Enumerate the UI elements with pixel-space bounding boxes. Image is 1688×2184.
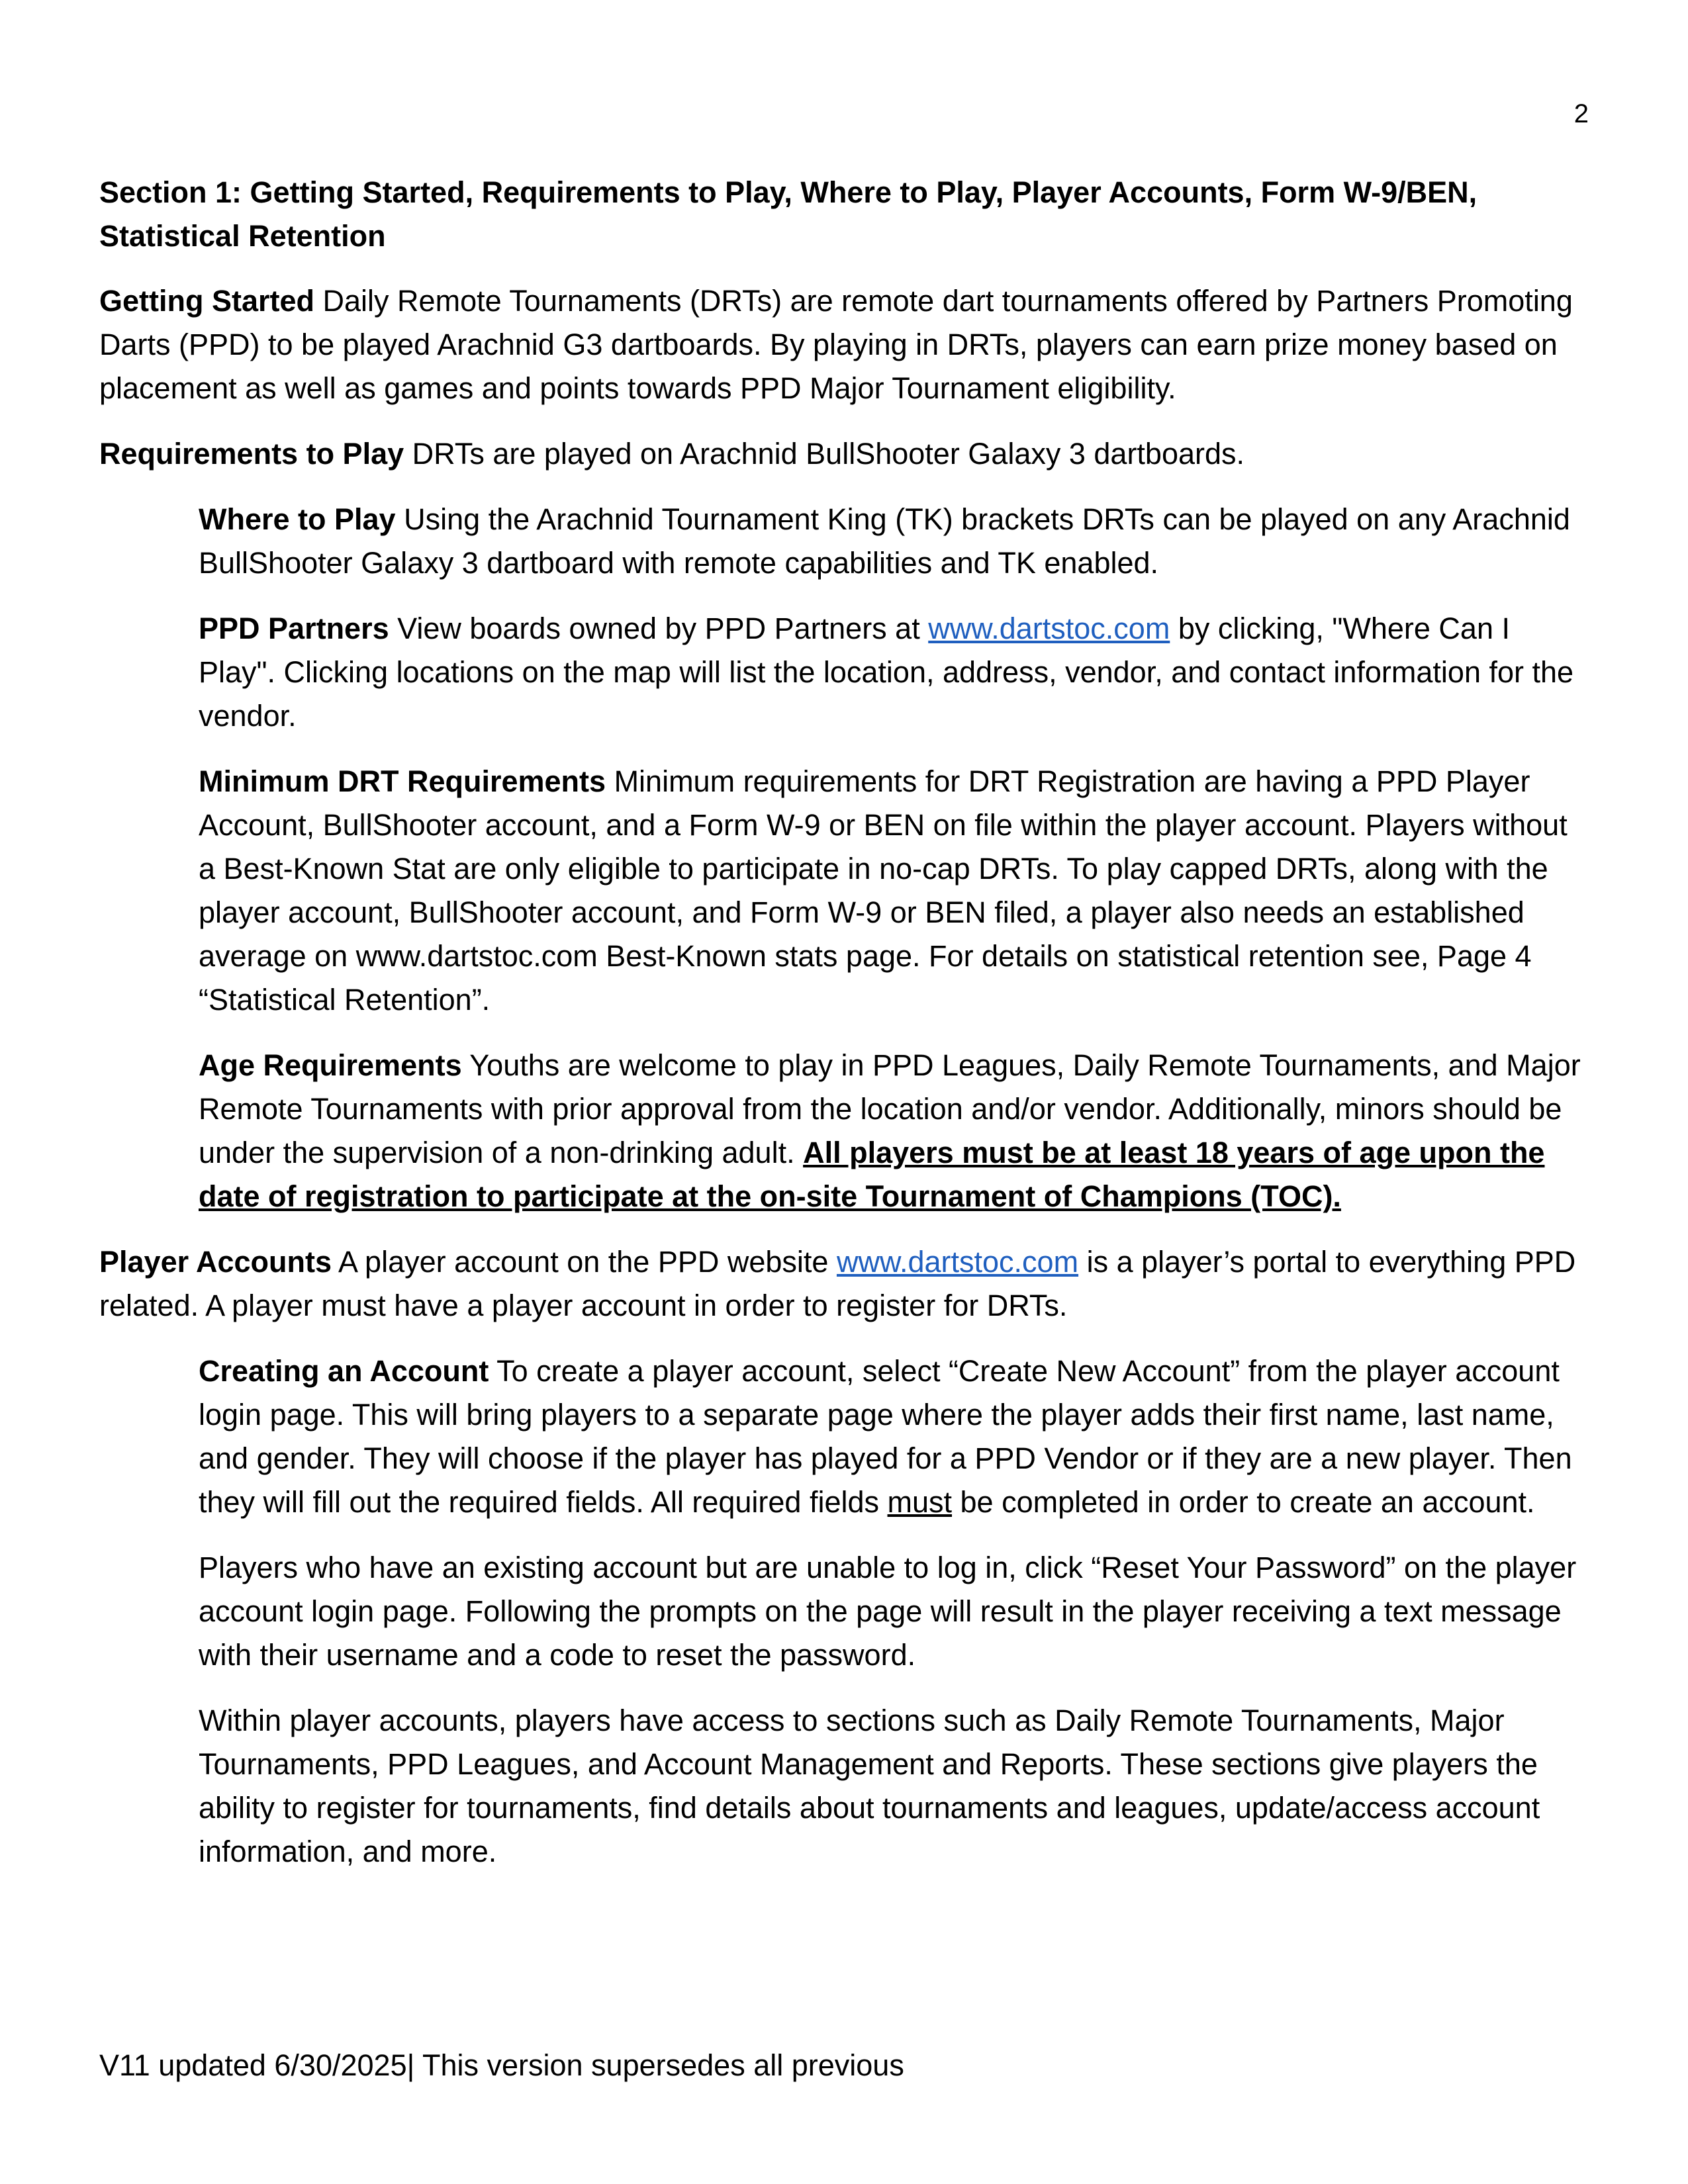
section-title: Section 1: Getting Started, Requirements to Play, Where to Play, Player Accounts, Form W-9/BEN, Statistical Retention <box>99 175 1477 253</box>
where-to-play-text: Using the Arachnid Tournament King (TK) brackets DRTs can be played on any Arachnid BullShooter Galaxy 3 dartboard with remote capabilities and TK enabled. <box>199 502 1570 580</box>
age-requirements-label: Age Requirements <box>199 1048 462 1082</box>
minimum-drt-label: Minimum DRT Requirements <box>199 764 606 798</box>
age-requirements-text: Youths are welcome to play in PPD Leagues, Daily Remote Tournaments, and Major Remote Tournaments with prior approval from the location and/or vendor. Additionally, minors should be under the supervision of a non-drinking adult. <box>199 1048 1581 1169</box>
creating-account-paragraph <box>199 1349 1589 1524</box>
requirements-to-play-label: Requirements to Play <box>99 437 404 471</box>
player-accounts-paragraph <box>99 1240 1589 1328</box>
footer: V11 updated 6/30/2025| This version supersedes all previous <box>99 2048 904 2082</box>
minimum-drt-text: Minimum requirements for DRT Registration are having a PPD Player Account, BullShooter account, and a Form W-9 or BEN on file within the player account. Players without a Best-Known Stat are only eligible to participate in no-cap DRTs. To play capped DRTs, along with the player account, BullShooter account, and Form W-9 or BEN filed, a player also needs an established average on www.dartstoc.com Best-Known stats page. For details on statistical retention see, Page 4 “Statistical Retention”. <box>199 764 1568 1017</box>
dartstoc-link[interactable]: www.dartstoc.com <box>928 612 1170 645</box>
age-requirements-emphasis: All players must be at least 18 years of age upon the date of registration to participate at the on-site Tournament of Champions (TOC). <box>199 1136 1545 1213</box>
minimum-drt-paragraph <box>199 760 1589 1022</box>
requirements-to-play-text: DRTs are played on Arachnid BullShooter Galaxy 3 dartboards. <box>404 437 1245 471</box>
page-number: 2 <box>1573 99 1589 128</box>
getting-started-label: Getting Started <box>99 284 315 318</box>
ppd-partners-text-after: by clicking, "Where Can I Play". Clicking locations on the map will list the location, address, vendor, and contact information for the vendor. <box>199 612 1574 733</box>
player-accounts-text-after: is a player’s portal to everything PPD related. A player must have a player account in order to register for DRTs. <box>99 1245 1576 1322</box>
ppd-partners-text-before: View boards owned by PPD Partners at <box>389 612 929 645</box>
account-sections-paragraph: Within player accounts, players have access to sections such as Daily Remote Tournaments, Major Tournaments, PPD Leagues, and Account Management and Reports. These sections give players the ability to register for tournaments, find details about tournaments and leagues, update/access account information, and more. <box>199 1704 1540 1868</box>
ppd-partners-label: PPD Partners <box>199 612 389 645</box>
player-accounts-text-before: A player account on the PPD website <box>331 1245 837 1279</box>
dartstoc-link[interactable]: www.dartstoc.com <box>836 1245 1079 1279</box>
creating-account-text-before: To create a player account, select “Create New Account” from the player account login page. This will bring players to a separate page where the player adds their first name, last name, and gender. They will choose if the player has played for a PPD Vendor or if they are a new player. Then they will fill out the required fields. All required fields <box>199 1354 1572 1519</box>
getting-started-paragraph <box>99 279 1589 410</box>
player-accounts-label: Player Accounts <box>99 1245 332 1279</box>
creating-account-underlined: must <box>887 1485 953 1519</box>
creating-account-text-after: be completed in order to create an account. <box>952 1485 1535 1519</box>
requirements-to-play-paragraph <box>99 432 1589 476</box>
getting-started-text: Daily Remote Tournaments (DRTs) are remote dart tournaments offered by Partners Promoting Darts (PPD) to be played Arachnid G3 dartboards. By playing in DRTs, players can earn prize money based on placement as well as games and points towards PPD Major Tournament eligibility. <box>99 284 1573 405</box>
where-to-play-label: Where to Play <box>199 502 396 536</box>
age-requirements-paragraph <box>199 1044 1589 1218</box>
ppd-partners-paragraph <box>199 607 1589 738</box>
where-to-play-paragraph <box>199 498 1589 585</box>
reset-password-paragraph: Players who have an existing account but are unable to log in, click “Reset Your Password” on the player account login page. Following the prompts on the page will result in the player receiving a text message with their username and a code to reset the password. <box>199 1551 1577 1672</box>
document-body <box>99 171 1589 1895</box>
creating-account-label: Creating an Account <box>199 1354 489 1388</box>
